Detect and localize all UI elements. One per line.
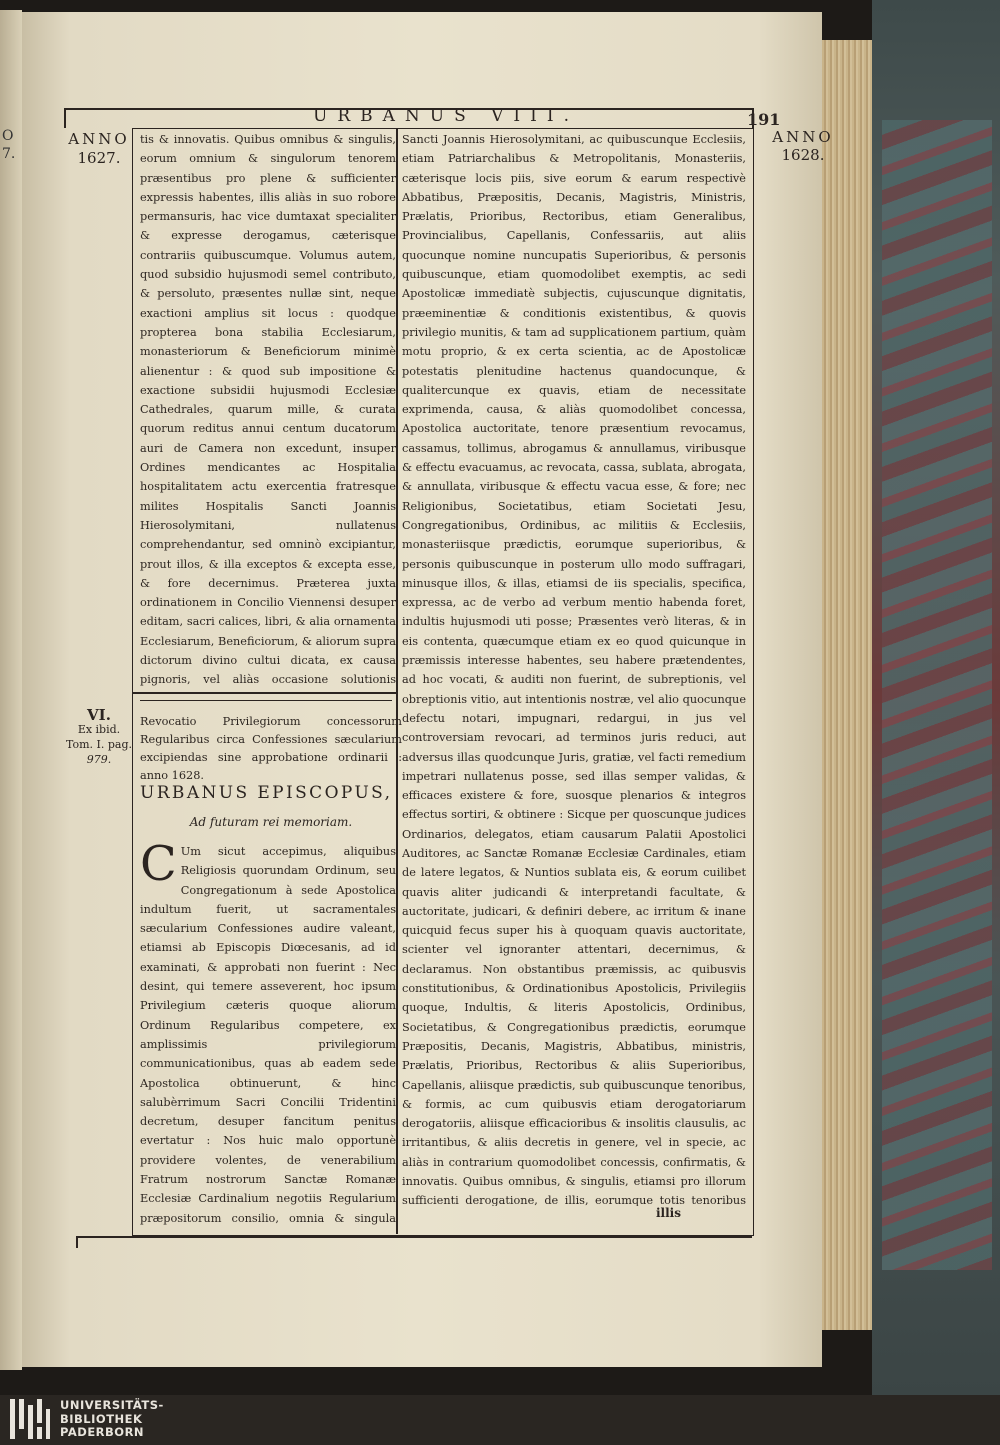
library-line-1: UNIVERSITÄTS- [60,1398,164,1412]
left-column-top-text: tis & innovatis. Quibus omnibus & singulis, eorum omnium & singulorum tenorem præsentibus pro plene & sufficienter expressis habentes, illis aliàs in suo robore permansuris, hac vice dumtaxat specialiter & expresse derogamus, cæterisque contrariis quibuscumque. Volumus autem, quod subsidio hujusmodi semel contributo, & persoluto, præsentes nullæ sint, neque exactioni amplius sit locus : quodque propterea bona stabilia Ecclesiarum, monasteriorum & Beneficiorum minimè alienentur : & quod sub impositione & exactione subsidii hujusmodi Ecclesiæ Cathedrales, quarum mille, & curata quorum reditus annui centum ducatorum auri de Camera non excedunt, insuper Ordines mendicantes ac Hospitalia hospitalitatem actu exercentia fratresque milites Hospitalis Sancti Joannis Hierosolymitani, nullatenus comprehendantur, sed omninò excipiantur, prout illos, & illa exceptos & excepta esse, & fore decernimus. Præterea juxta ordinationem in Concilio Viennensi desuper editam, sacri calices, libri, & alia ornamenta Ecclesiarum, Beneficiorum, & aliorum supra dictorum divino cultui dicata, ex causa pignoris, vel aliàs occasione solutionis [140,133,396,687]
left-column-top [140,130,396,690]
drop-cap: C [140,842,177,892]
section-source: Ex ibid. [77,723,121,736]
section-page: 979. [86,753,112,766]
left-column-body [140,842,396,1232]
left-column-body-text: Um sicut accepimus, aliquibus Religiosis quorundam Ordinum, seu Congregationum à sede Apostolica indultum fuerit, ut sacramentales sæcularium Confessiones audire valeant, etiamsi ab Episcopis Diœcesanis, ad id examinati, & approbati non fuerint : Nec desint, qui temere asseverent, hoc ipsum Privilegium cæteris quoque aliorum Ordinum Regularibus competere, ex amplissimis privilegiorum communicationibus, quas ab eadem sede Apostolica obtinuerunt, & hinc salubèrrimum Sacri Concilii Tridentini decretum, desuper fancitum penitus evertatur : Nos huic malo opportunè providere volentes, de venerabilium Fratrum nostrorum Sanctæ Romanæ Ecclesiæ Cardinalium negotiis Regularium præpositorum consilio, omnia & singula [140,845,396,1225]
library-line-2: BIBLIOTHEK [60,1411,143,1426]
section-subheading: Ad futuram rei memoriam. [189,815,353,829]
section-heading: URBANUS EPISCOPUS, [140,783,393,803]
library-line-3: PADERBORN [60,1425,145,1439]
book-cover [872,0,1000,1395]
right-column [402,130,746,1206]
right-column-text: Sancti Joannis Hierosolymitani, ac quibuscunque Ecclesiis, etiam Patriarchalibus & Metropolitanis, Monasteriis, cæterisque locis piis, sive eorum & earum respectivè Abbatibus, Præpositis, Decanis, Magistris, Ministris, Prælatis, Prioribus, Rectoribus, etiam Generalibus, Provincialibus, Capellanis, Confessariis, aut aliis quocunque nomine nuncupatis Superioribus, & personis quibuscunque, etiam quomodolibet exemptis, ac sedi Apostolicæ immediatè subjectis, cujuscunque dignitatis, præeminentiæ & conditionis existentibus, & quovis privilegio munitis, & tam ad supplicationem partium, quàm motu proprio, & ex certa scientia, ac de Apostolicæ potestatis plenitudine hactenus quandocunque, & qualitercunque ex quavis, etiam de necessitate exprimenda, causa, & aliàs quomodolibet concessa, Apostolica auctoritate, tenore præsentium revocamus, cassamus, tollimus, abrogamus & annullamus, viribusque & effectu evacuamus, ac revocata, cassa, sublata, abrogata, & annullata, viribusque & effectu vacua esse, & fore; nec Religionibus, Societatibus, etiam Societati Jesu, Congregationibus, Ordinibus, ac militiis & Ecclesiis, monasteriisque prædictis, eorumque superioribus, & personis quibuscunque in posterum ullo modo suffragari, minusque illos, & illas, etiamsi de iis specialis, specifica, expressa, ac de verbo ad verbum mentio habenda foret, indultis hujusmodi uti posse; Præsentes verò literas, & in eis contenta, quæcumque etiam ex eo quod quicunque in præmissis interesse habentes, seu habere prætendentes, ad hoc vocati, & auditi non fuerint, de subreptionis, vel obreptionis vitio, aut intentionis nostræ, vel alio quocunque defectu notari, impugnari, redargui, in jus vel controversiam revocari, ad terminos juris reduci, aut adversus illas quodcunque Juris, gratiæ, vel facti remedium impetrari nullatenus posse, sed illas semper validas, & efficaces existere & fore, suosque plenarios & integros effectus sortiri, & obtinere : Sicque per quoscunque judices Ordinarios, delegatos, etiam causarum Palatii Apostolici Auditores, ac Sanctæ Romanæ Ecclesiæ Cardinales, etiam de latere legatos, & Nuntios sublata eis, & eorum cuilibet quavis aliter judicandi & interpretandi facultate, & auctoritate, judicari, & definiri debere, ac irritum & inane quicquid fecus super his à quoquam quavis auctoritate, scienter vel ignoranter attentari, decernimus, & declaramus. Non obstantibus præmissis, ac quibusvis constitutionibus, & Ordinationibus Apostolicis, Privilegiis quoque, Indultis, & literis Apostolicis, Ordinibus, Societatibus, & Congregationibus prædictis, eorumque Præpositis, Decanis, Magistris, Abbatibus, ministris, Prælatis, Prioribus, Rectoribus & aliis Superioribus, Capellanis, aliisque prædictis, sub quibuscunque tenoribus, & formis, ac cum quibusvis etiam derogatoriarum derogatoriis, aliisque efficacioribus & insolitis clausulis, ac irritantibus, & aliis decretis in genere, vel in specie, ac aliàs in contrarium quomodolibet concessis, confirmatis, & innovatis. Quibus omnibus, & singulis, etiamsi pro illorum sufficienti derogatione, de illis, eorumque totis tenoribus [402,133,746,1206]
left-year: 1627. [77,149,121,167]
bottom-rule-left-tick [76,1236,78,1248]
library-name [60,1399,164,1440]
section-rule-1 [132,692,396,694]
prev-margin-1: O [2,128,14,144]
page-edges [822,40,872,1330]
right-year-label: ANNO [772,128,834,146]
section-rubric: Revocatio Privilegiorum concessorum Regularibus circa Confessiones sæcularium excipiendas sine approbatione ordinarii : anno 1628. [140,715,402,782]
library-logo-icon [10,1399,50,1439]
page-number: 191 [747,110,781,129]
header-rule-left [64,108,66,128]
footer-bar [0,1395,1000,1445]
right-year: 1628. [781,146,825,164]
bottom-rule [76,1236,752,1238]
running-title: URBANUS VIII. [313,106,579,126]
section-number: VI. [87,706,111,724]
left-year-label: ANNO [68,130,130,148]
column-divider [396,128,398,1234]
previous-page-edge [0,10,22,1370]
prev-margin-2: 7. [2,146,16,162]
catchword: illis [656,1206,681,1220]
section-ref: Tom. I. pag. [66,738,133,751]
section-rule-2 [140,700,392,701]
